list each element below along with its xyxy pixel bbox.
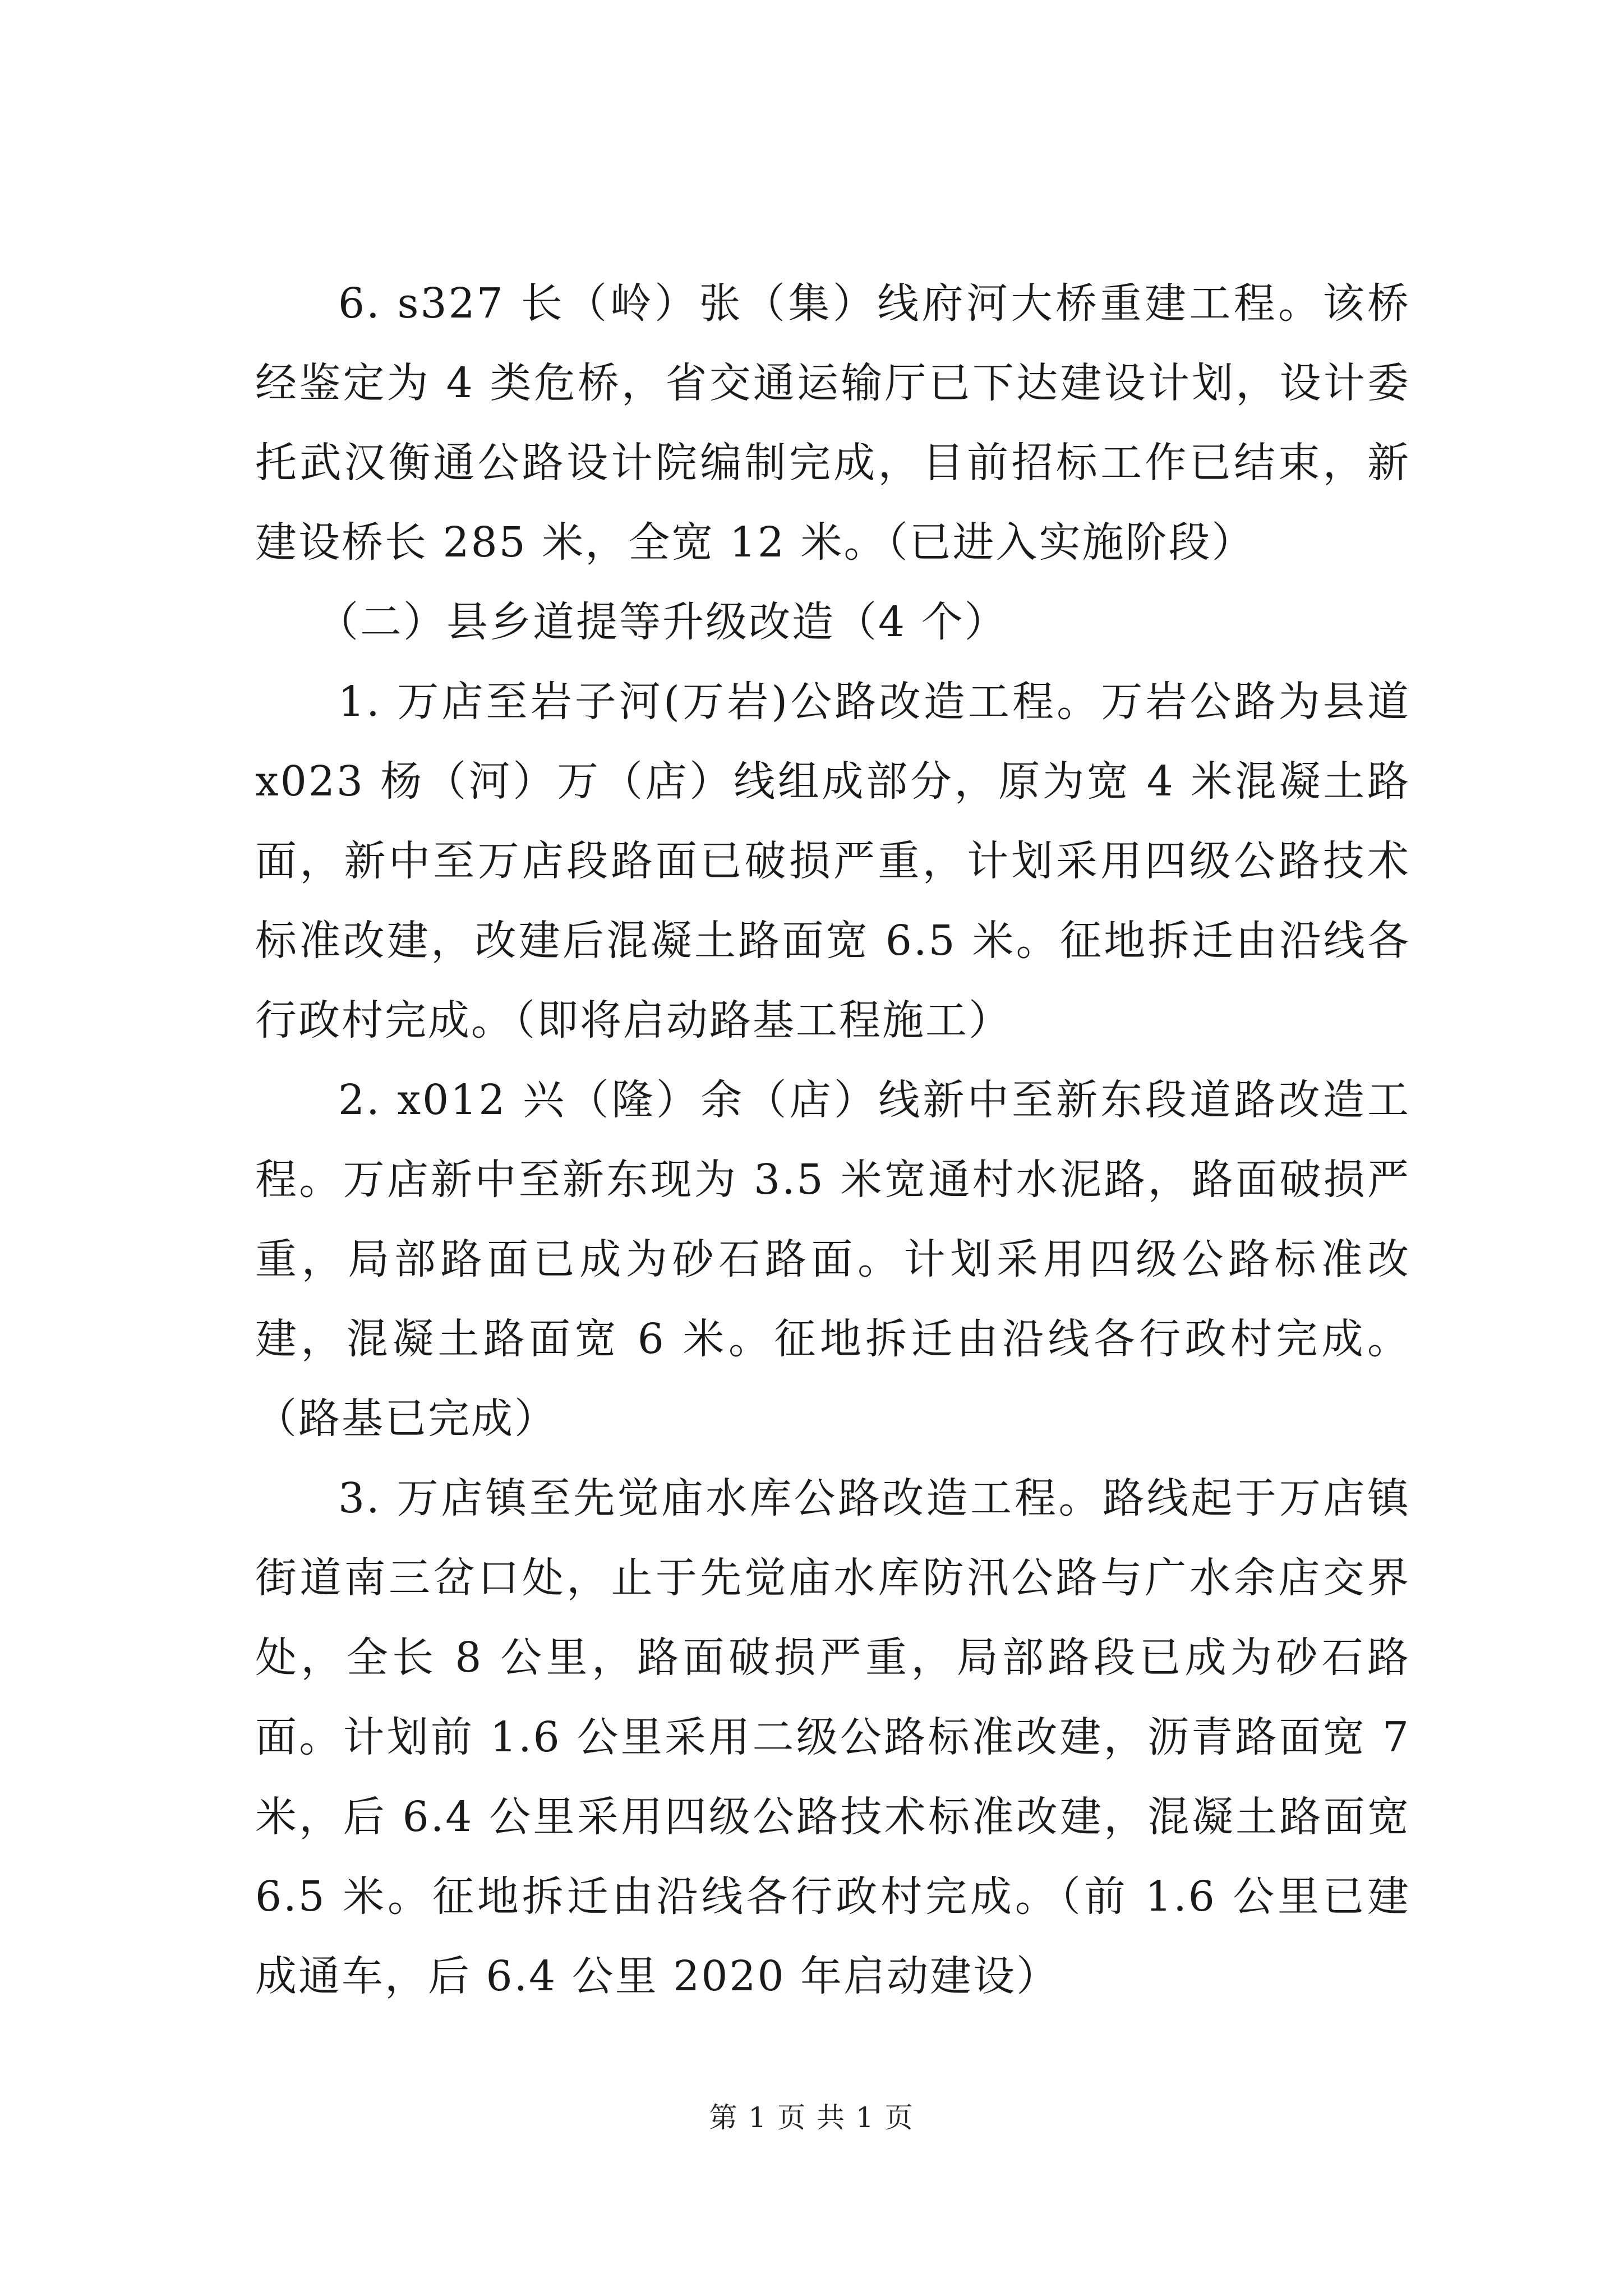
paragraph-xianjuemiao-road: 3. 万店镇至先觉庙水库公路改造工程。路线起于万店镇街道南三岔口处，止于先觉庙水库防汛公路与广水余店交界处，全长 8 公里，路面破损严重，局部路段已成为砂石路面。计划前 1.6 公里采用二级公路标准改建，沥青路面宽 7 米，后 6.4 公里采用四级公路技术标准改建，混凝土路面宽 6.5 米。征地拆迁由沿线各行政村完成。（前 1.6 公里已建成通车，后 6.4 公里 2020 年启动建设） bbox=[255, 1474, 1410, 2000]
paragraph-bridge-project: 6. s327 长（岭）张（集）线府河大桥重建工程。该桥经鉴定为 4 类危桥，省交通运输厅已下达建设计划，设计委托武汉衡通公路设计院编制完成，目前招标工作已结束，新建设桥长 285 米，全宽 12 米。（已进入实施阶段） bbox=[255, 279, 1410, 567]
document-body bbox=[255, 264, 1410, 2016]
paragraph-wanyan-road: 1. 万店至岩子河(万岩)公路改造工程。万岩公路为县道 x023 杨（河）万（店）线组成部分，原为宽 4 米混凝土路面，新中至万店段路面已破损严重，计划采用四级公路技术标准改建，改建后混凝土路面宽 6.5 米。征地拆迁由沿线各行政村完成。（即将启动路基工程施工） bbox=[255, 678, 1410, 1045]
page-footer: 第 1 页 共 1 页 bbox=[709, 2101, 914, 2134]
paragraph-x012-road: 2. x012 兴（隆）余（店）线新中至新东段道路改造工程。万店新中至新东现为 3.5 米宽通村水泥路，路面破损严重，局部路面已成为砂石路面。计划采用四级公路标准改建，混凝土路面宽 6 米。征地拆迁由沿线各行政村完成。（路基已完成） bbox=[255, 1076, 1410, 1443]
section-heading-county-roads: （二）县乡道提等升级改造（4 个） bbox=[317, 598, 1008, 646]
